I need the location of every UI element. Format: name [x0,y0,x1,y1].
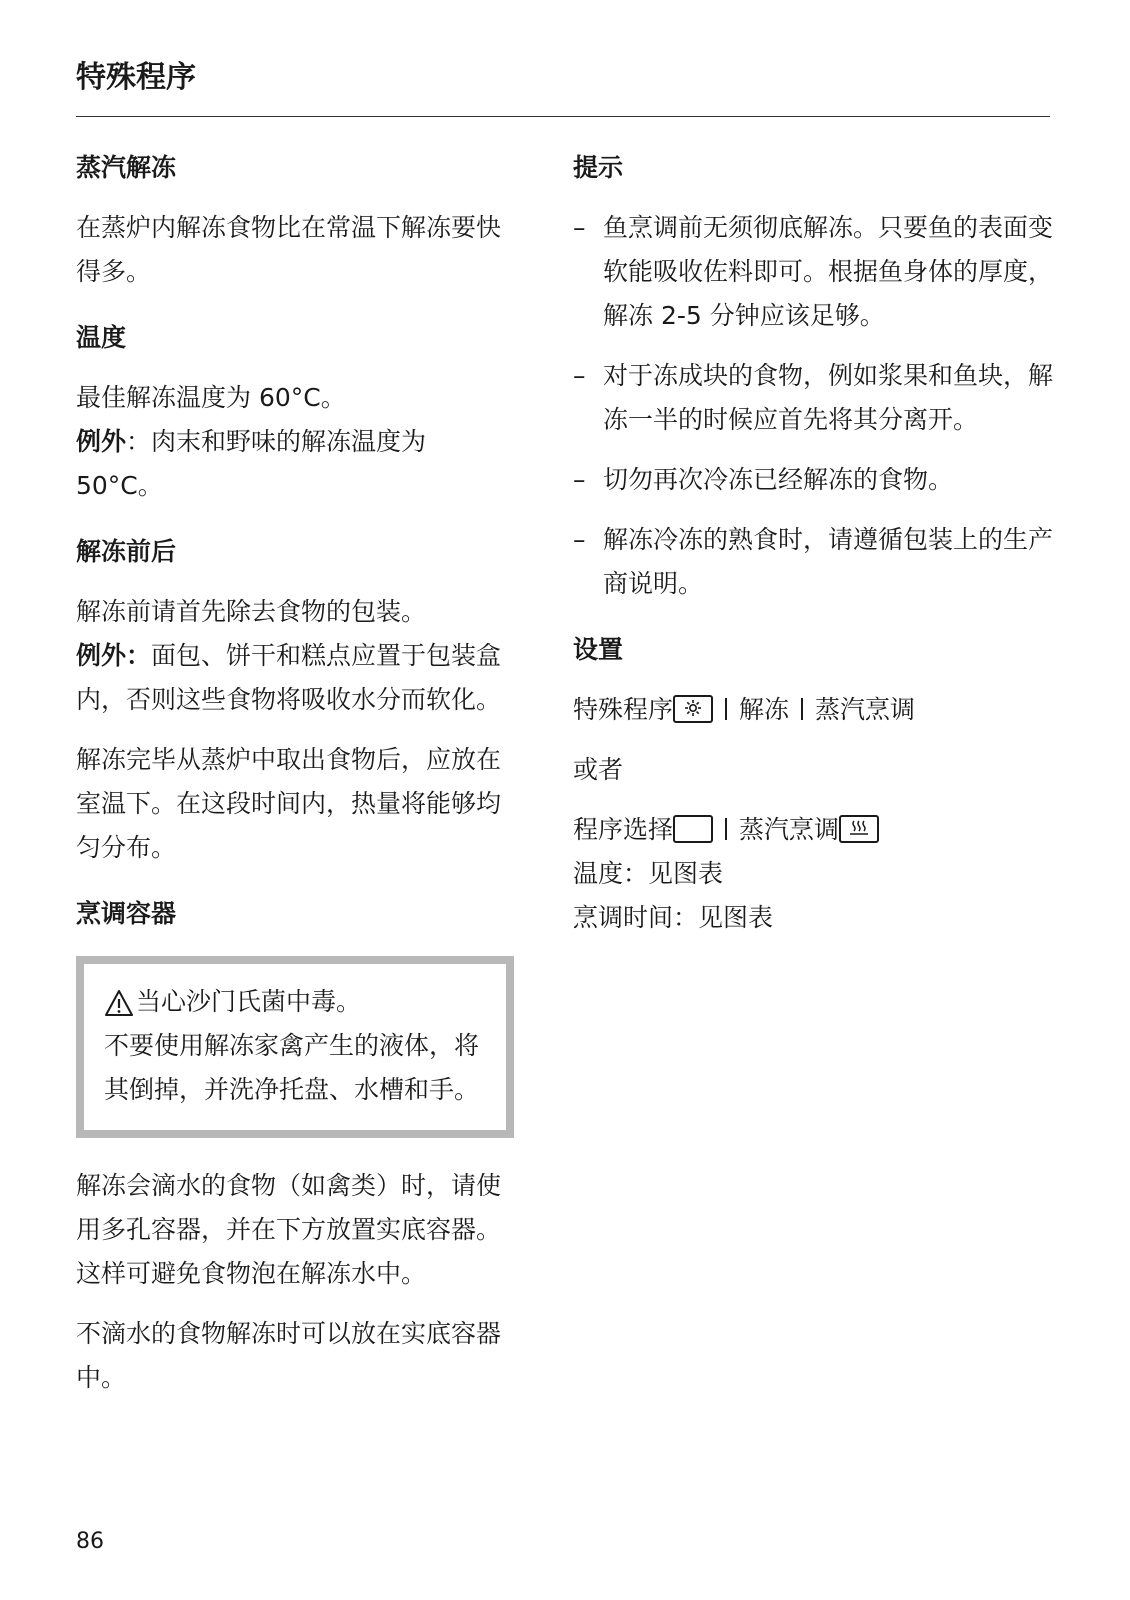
list-dash: – [573,361,586,390]
menu-path-line [573,688,1053,732]
header-divider [76,116,1050,117]
list-dash: – [573,213,586,242]
section-heading-temperature: 温度 [76,323,127,352]
menu-path-special-programs: 特殊程序 [573,695,674,724]
menu-path-program-select: 程序选择 [573,815,674,844]
section-heading-tips: 提示 [573,153,624,182]
menu-path-steam-cooking: 蒸汽烹调 [739,815,840,844]
warning-triangle-icon [104,989,134,1017]
right-column [573,150,1053,940]
warning-title: 当心沙门氏菌中毒。 [136,987,362,1016]
exception-paragraph [76,634,516,722]
tips-list [573,206,1053,606]
cooking-time-line: 烹调时间：见图表 [573,903,774,932]
path-separator [801,698,803,720]
special-program-icon [673,695,713,723]
warning-text: 不要使用解冻家禽产生的液体，将其倒掉，并洗净托盘、水槽和手。 [104,1031,480,1104]
menu-path-steam-cooking: 蒸汽烹调 [815,695,916,724]
left-column [76,150,516,1400]
list-dash: – [573,525,586,554]
paragraph: 在蒸炉内解冻食物比在常温下解冻要快得多。 [76,213,502,286]
paragraph: 不滴水的食物解冻时可以放在实底容器中。 [76,1319,502,1392]
warning-box [76,956,514,1138]
paragraph: 解冻完毕从蒸炉中取出食物后，应放在室温下。在这段时间内，热量将能够均匀分布。 [76,745,502,862]
exception-text: ：肉末和野味的解冻温度为 50°C。 [76,427,427,500]
menu-path-line [573,808,1053,852]
page-number: 86 [76,1529,104,1554]
section-heading-before-after: 解冻前后 [76,537,177,566]
page-title: 特殊程序 [76,60,196,95]
warning-title-line [104,980,486,1024]
exception-paragraph [76,420,516,508]
exception-text: 面包、饼干和糕点应置于包装盒内，否则这些食物将吸收水分而软化。 [76,641,502,714]
paragraph: 最佳解冻温度为 60°C。 [76,383,346,412]
path-separator [725,698,727,720]
section-heading-steam-defrost: 蒸汽解冻 [76,153,177,182]
list-dash: – [573,465,586,494]
paragraph: 解冻前请首先除去食物的包装。 [76,597,427,626]
menu-path-defrost: 解冻 [739,695,790,724]
list-item: – 鱼烹调前无须彻底解冻。只要鱼的表面变软能吸收佐料即可。根据鱼身体的厚度，解冻 2-5 分钟应该足够。 [573,206,1053,338]
list-item: – 切勿再次冷冻已经解冻的食物。 [573,458,1053,502]
path-separator [725,818,727,840]
exception-label: 例外： [76,641,152,670]
steam-cooking-icon [839,815,879,843]
program-select-icon [673,815,713,843]
list-item: – 对于冻成块的食物，例如浆果和鱼块，解冻一半的时候应首先将其分离开。 [573,354,1053,442]
section-heading-settings: 设置 [573,635,624,664]
section-heading-containers: 烹调容器 [76,899,177,928]
temperature-line: 温度：见图表 [573,859,724,888]
list-item: – 解冻冷冻的熟食时，请遵循包装上的生产商说明。 [573,518,1053,606]
paragraph: 解冻会滴水的食物（如禽类）时，请使用多孔容器，并在下方放置实底容器。这样可避免食物泡在解冻水中。 [76,1171,502,1288]
exception-label: 例外 [76,427,127,456]
or-text: 或者 [573,755,624,784]
